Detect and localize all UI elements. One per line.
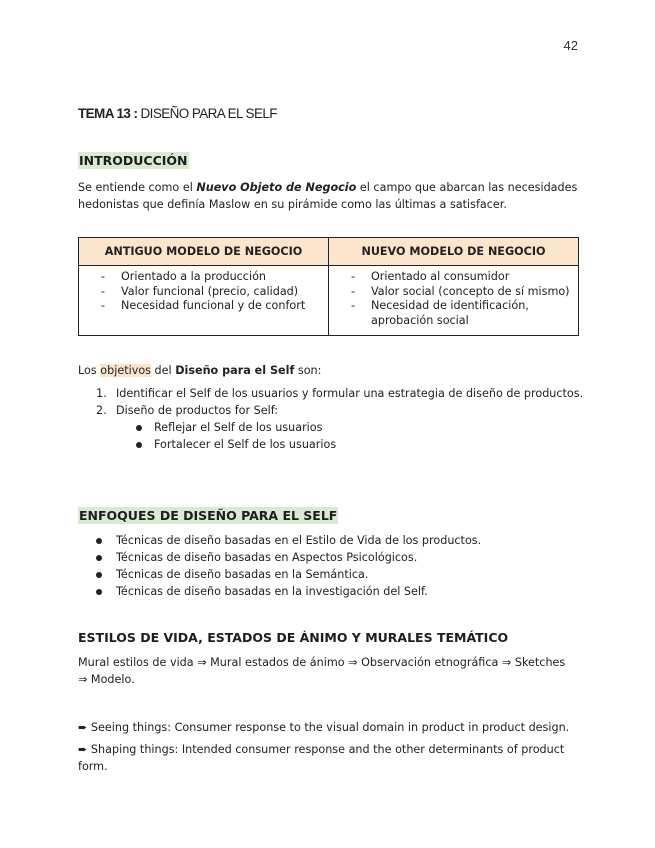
intro-text: Se entiende como el	[78, 181, 197, 194]
bullet-icon	[96, 572, 102, 578]
item-text: Orientado al consumidor	[371, 270, 510, 283]
list-item	[101, 270, 320, 285]
enfoques-heading-text: ENFOQUES DE DISEÑO PARA EL SELF	[79, 508, 338, 523]
text: Shaping things: Intended consumer response and the other determinants of product form.	[78, 743, 565, 773]
bullet-icon	[136, 425, 142, 431]
list-item	[101, 299, 320, 314]
list-item	[351, 285, 570, 300]
list-item	[96, 583, 586, 600]
list-item	[351, 299, 570, 328]
item-text: Necesidad de identificación, aprobación social	[371, 299, 529, 327]
shaping-things-paragraph	[78, 741, 578, 775]
bold-text: Diseño para el Self	[175, 364, 295, 377]
chapter-name: DISEÑO PARA EL SELF	[140, 106, 277, 121]
text: Los	[78, 364, 101, 377]
chapter-label: TEMA 13 :	[78, 106, 138, 121]
bullet-icon	[96, 538, 102, 544]
item-text: Fortalecer el Self de los usuarios	[154, 438, 337, 451]
item-text: Diseño de productos for Self:	[116, 404, 279, 417]
business-model-table	[78, 237, 579, 336]
seeing-things-paragraph	[78, 719, 578, 736]
text: del	[151, 364, 176, 377]
dash: -	[351, 270, 356, 283]
item-text: Valor funcional (precio, calidad)	[121, 284, 299, 298]
estilos-heading: ESTILOS DE VIDA, ESTADOS DE ÁNIMO Y MURALES TEMÁTICO	[78, 630, 509, 645]
intro-heading-text: INTRODUCCIÓN	[79, 153, 188, 168]
old-model-cell	[79, 266, 329, 336]
objectives-list	[96, 385, 586, 453]
intro-emphasis: Nuevo Objeto de Negocio	[196, 181, 357, 194]
dash: -	[101, 299, 106, 312]
text: son:	[294, 364, 322, 377]
sub-list-item	[96, 436, 586, 453]
estilos-paragraph: Mural estilos de vida ⇒ Mural estados de ánimo ⇒ Observación etnográfica ⇒ Sketches ⇒ Modelo.	[78, 656, 566, 686]
bullet-icon	[136, 442, 142, 448]
text: Seeing things: Consumer response to the visual domain in product in product design.	[87, 721, 570, 734]
list-item	[101, 285, 320, 300]
highlighted-word: objetivos	[100, 364, 151, 377]
table-header-new: NUEVO MODELO DE NEGOCIO	[329, 238, 579, 266]
item-number: 2.	[96, 404, 107, 417]
enfoques-list	[96, 532, 586, 600]
page-number: 42	[563, 38, 578, 53]
objectives-intro	[78, 362, 578, 379]
item-number: 1.	[96, 387, 107, 400]
dash: -	[351, 284, 356, 298]
list-item	[96, 402, 586, 419]
enfoques-heading	[78, 508, 338, 523]
sub-list-item	[96, 419, 586, 436]
list-item	[96, 385, 586, 402]
list-item	[96, 566, 586, 583]
table-header-old: ANTIGUO MODELO DE NEGOCIO	[79, 238, 329, 266]
item-text: Reflejar el Self de los usuarios	[154, 421, 323, 434]
chapter-title	[78, 106, 277, 121]
item-text: Identificar el Self de los usuarios y formular una estrategia de diseño de productos.	[116, 387, 584, 400]
item-text: Valor social (concepto de sí mismo)	[371, 284, 570, 298]
item-text: Necesidad funcional y de confort	[121, 299, 306, 312]
list-item	[96, 549, 586, 566]
bullet-icon	[96, 555, 102, 561]
item-text: Técnicas de diseño basadas en la investigación del Self.	[116, 585, 428, 598]
bullet-icon	[96, 589, 102, 595]
list-item	[351, 270, 570, 285]
item-text: Técnicas de diseño basadas en Aspectos Psicológicos.	[116, 551, 418, 564]
dash: -	[351, 299, 356, 312]
item-text: Técnicas de diseño basadas en la Semántica.	[116, 568, 369, 581]
dash: -	[101, 270, 106, 283]
arrow-icon: ➨	[78, 721, 88, 734]
item-text: Orientado a la producción	[121, 270, 267, 283]
list-item	[96, 532, 586, 549]
dash: -	[101, 284, 106, 298]
new-model-cell	[329, 266, 579, 336]
intro-text-rest: el campo que abarcan las necesidades hedonistas que definía Maslow en su pirámide como las últimas a satisfacer.	[78, 181, 578, 211]
item-text: Técnicas de diseño basadas en el Estilo de Vida de los productos.	[116, 534, 482, 547]
intro-paragraph	[78, 179, 578, 213]
arrow-icon: ➨	[78, 743, 88, 756]
intro-heading	[78, 153, 189, 168]
